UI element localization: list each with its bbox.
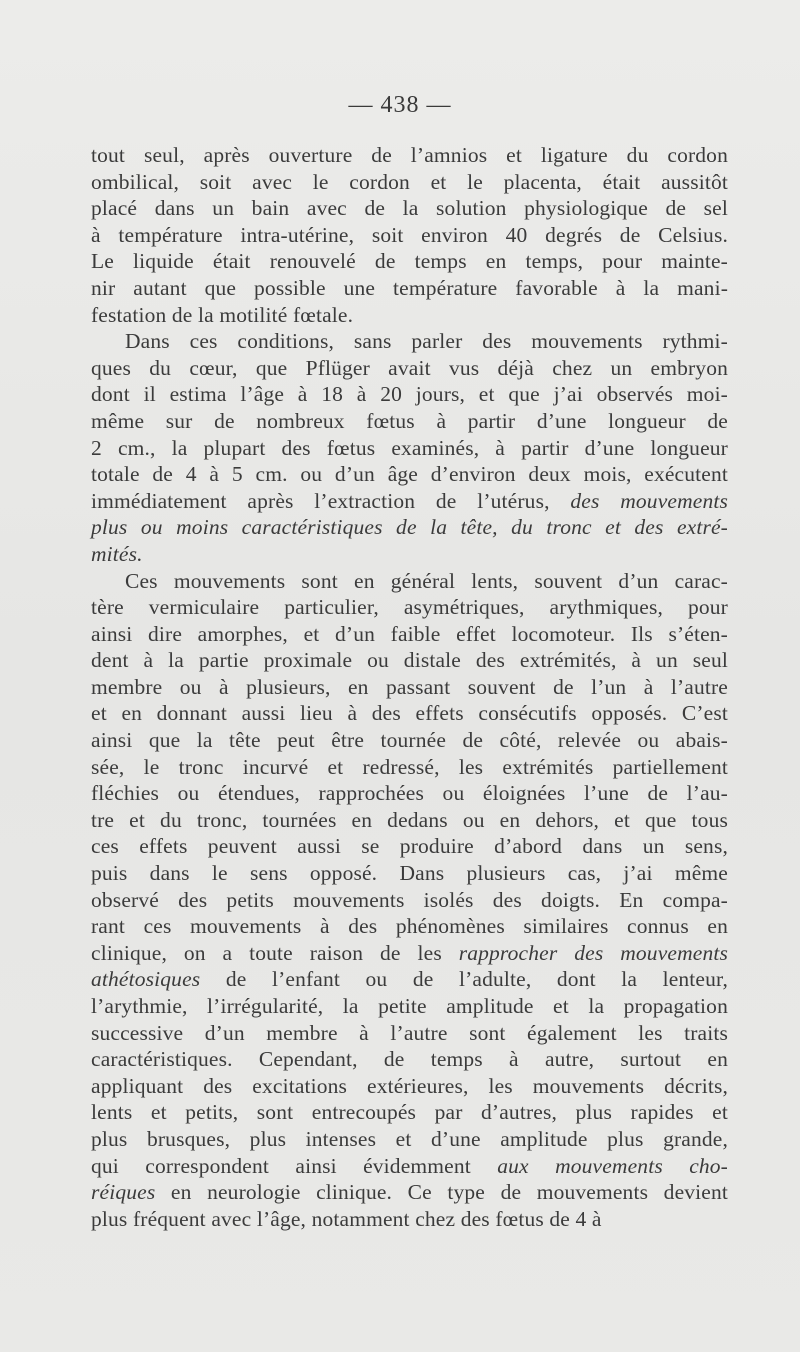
italic-text: rapprocher des mouvements (458, 940, 728, 965)
text-run: dont il estima l’âge à 18 à 20 jours, et que j’ai observés moi- (91, 382, 728, 407)
text-line (91, 647, 728, 674)
text-line (91, 568, 728, 595)
text-run: Dans ces conditions, sans parler des mouvements rythmi- (125, 329, 728, 354)
text-run: à température intra-utérine, soit environ 40 degrés de Celsius. (91, 222, 728, 247)
text-run: observé des petits mouvements isolés des doigts. En compa- (91, 887, 728, 912)
text-line (91, 860, 728, 887)
text-run: totale de 4 à 5 cm. ou d’un âge d’environ deux mois, exécutent (91, 462, 728, 487)
text-line (91, 248, 728, 275)
italic-text: aux mouvements cho- (497, 1153, 728, 1178)
text-run: immédiatement après l’extraction de l’utérus, (91, 488, 571, 513)
text-line (91, 142, 728, 169)
text-run: et en donnant aussi lieu à des effets consécutifs opposés. C’est (91, 701, 728, 726)
text-run: festation de la motilité fœtale. (91, 302, 354, 327)
text-line (91, 621, 728, 648)
text-run: puis dans le sens opposé. Dans plusieurs cas, j’ai même (91, 861, 728, 886)
text-run: ainsi que la tête peut être tournée de côté, relevée ou abais- (91, 728, 728, 753)
text-line (91, 169, 728, 196)
text-line (91, 700, 728, 727)
text-run: qui correspondent ainsi évidemment (91, 1153, 498, 1178)
text-line (91, 594, 728, 621)
text-line (91, 1073, 728, 1100)
text-line (91, 940, 728, 967)
paragraph (91, 568, 728, 1233)
text-run: ques du cœur, que Pflüger avait vus déjà chez un embryon (91, 355, 728, 380)
text-run: plus brusques, plus intenses et d’une amplitude plus grande, (91, 1126, 728, 1151)
italic-text: mités. (91, 541, 143, 566)
text-run: tère vermiculaire particulier, asymétriques, arythmiques, pour (91, 595, 728, 620)
text-line (91, 488, 728, 515)
text-run: nir autant que possible une température favorable à la mani- (91, 275, 728, 300)
text-run: plus fréquent avec l’âge, notamment chez des fœtus de 4 à (91, 1206, 602, 1231)
text-line (91, 222, 728, 249)
body-text (91, 142, 728, 1232)
text-line (91, 275, 728, 302)
text-line (91, 1153, 728, 1180)
text-run: placé dans un bain avec de la solution physiologique de sel (91, 196, 728, 221)
text-run: ainsi dire amorphes, et d’un faible effet locomoteur. Ils s’éten- (91, 621, 728, 646)
italic-text: des mouvements (570, 488, 728, 513)
text-run: tre et du tronc, tournées en dedans ou en dehors, et que tous (91, 807, 728, 832)
italic-text: athétosiques (91, 967, 201, 992)
text-line (91, 541, 728, 568)
text-run: successive d’un membre à l’autre sont également les traits (91, 1020, 728, 1045)
text-run: l’arythmie, l’irrégularité, la petite amplitude et la propagation (91, 994, 728, 1018)
text-line (91, 1206, 728, 1233)
text-run: Le liquide était renouvelé de temps en temps, pour mainte- (91, 249, 728, 274)
text-run: ombilical, soit avec le cordon et le placenta, était aussitôt (91, 169, 728, 194)
text-line (91, 355, 728, 382)
text-run: en neurologie clinique. Ce type de mouvements devient (155, 1180, 728, 1205)
text-run: caractéristiques. Cependant, de temps à autre, surtout en (91, 1047, 728, 1072)
text-line (91, 1046, 728, 1073)
text-line (91, 807, 728, 834)
text-line (91, 993, 728, 1020)
text-run: 2 cm., la plupart des fœtus examinés, à partir d’une longueur (91, 435, 728, 460)
text-line (91, 461, 728, 488)
text-run: clinique, on a toute raison de les (91, 940, 459, 965)
text-line (91, 1126, 728, 1153)
text-run: même sur de nombreux fœtus à partir d’une longueur de (91, 408, 728, 433)
text-line (91, 435, 728, 462)
text-line (91, 328, 728, 355)
text-line (91, 887, 728, 914)
paragraph (91, 328, 728, 567)
text-line (91, 1099, 728, 1126)
text-line (91, 302, 728, 329)
text-run: appliquant des excitations extérieures, les mouvements décrits, (91, 1073, 728, 1098)
text-line (91, 754, 728, 781)
text-line (91, 1179, 728, 1206)
text-line (91, 408, 728, 435)
page-number: — 438 — (348, 92, 452, 118)
text-run: ces effets peuvent aussi se produire d’abord dans un sens, (91, 834, 728, 859)
text-line (91, 674, 728, 701)
text-line (91, 514, 728, 541)
text-run: Ces mouvements sont en général lents, souvent d’un carac- (125, 568, 728, 593)
text-line (91, 780, 728, 807)
italic-text: plus ou moins caractéristiques de la tête, du tronc et des extré- (91, 515, 728, 540)
text-line (91, 381, 728, 408)
italic-text: réiques (91, 1180, 156, 1205)
text-run: sée, le tronc incurvé et redressé, les extrémités partiellement (91, 754, 728, 779)
text-run: tout seul, après ouverture de l’amnios et ligature du cordon (91, 143, 728, 167)
text-line (91, 833, 728, 860)
text-run: rant ces mouvements à des phénomènes similaires connus en (91, 914, 728, 939)
text-run: dent à la partie proximale ou distale des extrémités, à un seul (91, 648, 728, 673)
text-run: de l’enfant ou de l’adulte, dont la lenteur, (200, 967, 728, 992)
text-run: membre ou à plusieurs, en passant souvent de l’un à l’autre (91, 674, 728, 699)
text-line (91, 913, 728, 940)
paragraph (91, 142, 728, 328)
text-line (91, 966, 728, 993)
text-line (91, 727, 728, 754)
text-run: lents et petits, sont entrecoupés par d’autres, plus rapides et (91, 1100, 728, 1125)
text-line (91, 1020, 728, 1047)
text-line (91, 195, 728, 222)
text-run: fléchies ou étendues, rapprochées ou éloignées l’une de l’au- (91, 781, 728, 806)
